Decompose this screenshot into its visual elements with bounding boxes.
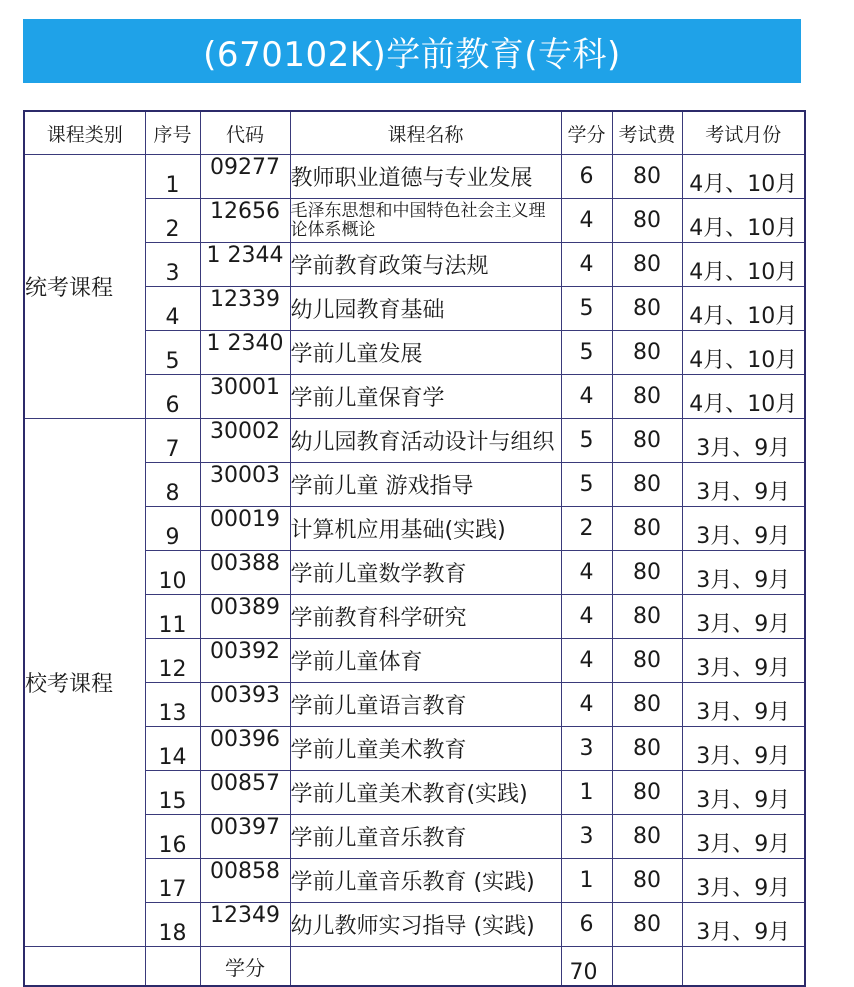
row-course-name: 学前儿童音乐教育 bbox=[290, 815, 561, 859]
row-course-name: 教师职业道德与专业发展 bbox=[290, 155, 561, 199]
row-exam-month: 3月、9月 bbox=[682, 595, 805, 639]
row-code: 1 2344 bbox=[200, 243, 290, 287]
row-seq: 6 bbox=[145, 375, 200, 419]
row-credit: 3 bbox=[561, 815, 612, 859]
row-course-name: 学前儿童音乐教育 (实践) bbox=[290, 859, 561, 903]
row-course-name: 学前教育科学研究 bbox=[290, 595, 561, 639]
title-banner bbox=[23, 19, 801, 83]
row-credit: 5 bbox=[561, 419, 612, 463]
header-category: 课程类别 bbox=[24, 111, 145, 155]
total-credit: 70 bbox=[561, 947, 612, 987]
row-credit: 1 bbox=[561, 859, 612, 903]
row-credit: 4 bbox=[561, 551, 612, 595]
row-code: 1 2340 bbox=[200, 331, 290, 375]
row-seq: 10 bbox=[145, 551, 200, 595]
row-exam-fee: 80 bbox=[612, 375, 682, 419]
row-exam-month: 3月、9月 bbox=[682, 903, 805, 947]
row-code: 00019 bbox=[200, 507, 290, 551]
row-code: 12656 bbox=[200, 199, 290, 243]
category-school-exam: 校考课程 bbox=[24, 419, 145, 947]
row-credit: 5 bbox=[561, 287, 612, 331]
row-code: 00857 bbox=[200, 771, 290, 815]
row-exam-month: 3月、9月 bbox=[682, 419, 805, 463]
row-exam-fee: 80 bbox=[612, 331, 682, 375]
row-code: 00388 bbox=[200, 551, 290, 595]
row-credit: 4 bbox=[561, 243, 612, 287]
row-credit: 4 bbox=[561, 199, 612, 243]
row-exam-month: 3月、9月 bbox=[682, 507, 805, 551]
row-exam-month: 3月、9月 bbox=[682, 463, 805, 507]
row-course-name: 学前教育政策与法规 bbox=[290, 243, 561, 287]
row-course-name: 幼儿园教育基础 bbox=[290, 287, 561, 331]
row-exam-month: 4月、10月 bbox=[682, 155, 805, 199]
total-label: 学分 bbox=[200, 947, 290, 987]
row-course-name: 学前儿童语言教育 bbox=[290, 683, 561, 727]
row-course-name: 学前儿童体育 bbox=[290, 639, 561, 683]
row-seq: 17 bbox=[145, 859, 200, 903]
row-exam-fee: 80 bbox=[612, 287, 682, 331]
table-row bbox=[24, 419, 805, 463]
row-credit: 5 bbox=[561, 331, 612, 375]
page-title: (670102K)学前教育(专科) bbox=[203, 34, 621, 75]
header-month: 考试月份 bbox=[682, 111, 805, 155]
row-seq: 2 bbox=[145, 199, 200, 243]
row-code: 09277 bbox=[200, 155, 290, 199]
course-table bbox=[23, 110, 806, 987]
row-credit: 4 bbox=[561, 375, 612, 419]
row-exam-month: 3月、9月 bbox=[682, 815, 805, 859]
row-code: 30002 bbox=[200, 419, 290, 463]
row-exam-month: 4月、10月 bbox=[682, 243, 805, 287]
row-course-name: 学前儿童美术教育 bbox=[290, 727, 561, 771]
row-seq: 7 bbox=[145, 419, 200, 463]
total-empty-cell bbox=[682, 947, 805, 987]
row-course-name: 幼儿教师实习指导 (实践) bbox=[290, 903, 561, 947]
row-exam-fee: 80 bbox=[612, 903, 682, 947]
row-course-name: 计算机应用基础(实践) bbox=[290, 507, 561, 551]
total-row bbox=[24, 947, 805, 987]
row-exam-fee: 80 bbox=[612, 155, 682, 199]
row-exam-month: 3月、9月 bbox=[682, 859, 805, 903]
total-empty-cell bbox=[24, 947, 145, 987]
row-seq: 12 bbox=[145, 639, 200, 683]
row-seq: 5 bbox=[145, 331, 200, 375]
row-code: 00396 bbox=[200, 727, 290, 771]
row-course-name: 学前儿童发展 bbox=[290, 331, 561, 375]
row-exam-fee: 80 bbox=[612, 243, 682, 287]
row-exam-month: 4月、10月 bbox=[682, 375, 805, 419]
row-course-name: 幼儿园教育活动设计与组织 bbox=[290, 419, 561, 463]
total-empty-cell bbox=[612, 947, 682, 987]
row-exam-fee: 80 bbox=[612, 595, 682, 639]
row-seq: 18 bbox=[145, 903, 200, 947]
row-exam-fee: 80 bbox=[612, 683, 682, 727]
row-seq: 3 bbox=[145, 243, 200, 287]
row-exam-month: 4月、10月 bbox=[682, 331, 805, 375]
row-exam-month: 3月、9月 bbox=[682, 771, 805, 815]
row-seq: 14 bbox=[145, 727, 200, 771]
row-exam-month: 4月、10月 bbox=[682, 199, 805, 243]
row-credit: 6 bbox=[561, 155, 612, 199]
row-code: 00392 bbox=[200, 639, 290, 683]
row-credit: 4 bbox=[561, 683, 612, 727]
row-seq: 8 bbox=[145, 463, 200, 507]
row-exam-month: 3月、9月 bbox=[682, 639, 805, 683]
total-empty-cell bbox=[290, 947, 561, 987]
row-course-name: 学前儿童保育学 bbox=[290, 375, 561, 419]
row-credit: 2 bbox=[561, 507, 612, 551]
row-exam-month: 4月、10月 bbox=[682, 287, 805, 331]
row-seq: 11 bbox=[145, 595, 200, 639]
row-code: 00389 bbox=[200, 595, 290, 639]
row-exam-fee: 80 bbox=[612, 551, 682, 595]
row-exam-fee: 80 bbox=[612, 771, 682, 815]
total-empty-cell bbox=[145, 947, 200, 987]
row-exam-fee: 80 bbox=[612, 463, 682, 507]
row-exam-month: 3月、9月 bbox=[682, 727, 805, 771]
row-exam-month: 3月、9月 bbox=[682, 683, 805, 727]
row-credit: 5 bbox=[561, 463, 612, 507]
row-course-name: 毛泽东思想和中国特色社会主义理论体系概论 bbox=[290, 199, 561, 243]
row-credit: 6 bbox=[561, 903, 612, 947]
category-unified-exam: 统考课程 bbox=[24, 155, 145, 419]
row-seq: 16 bbox=[145, 815, 200, 859]
row-code: 00858 bbox=[200, 859, 290, 903]
row-code: 30003 bbox=[200, 463, 290, 507]
row-seq: 13 bbox=[145, 683, 200, 727]
row-credit: 4 bbox=[561, 639, 612, 683]
row-exam-fee: 80 bbox=[612, 199, 682, 243]
row-code: 30001 bbox=[200, 375, 290, 419]
header-seq: 序号 bbox=[145, 111, 200, 155]
header-fee: 考试费 bbox=[612, 111, 682, 155]
row-credit: 4 bbox=[561, 595, 612, 639]
row-credit: 3 bbox=[561, 727, 612, 771]
header-code: 代码 bbox=[200, 111, 290, 155]
row-exam-fee: 80 bbox=[612, 419, 682, 463]
row-code: 00397 bbox=[200, 815, 290, 859]
row-seq: 9 bbox=[145, 507, 200, 551]
row-code: 12349 bbox=[200, 903, 290, 947]
row-code: 00393 bbox=[200, 683, 290, 727]
row-code: 12339 bbox=[200, 287, 290, 331]
header-name: 课程名称 bbox=[290, 111, 561, 155]
row-seq: 1 bbox=[145, 155, 200, 199]
row-exam-fee: 80 bbox=[612, 507, 682, 551]
row-course-name: 学前儿童数学教育 bbox=[290, 551, 561, 595]
row-credit: 1 bbox=[561, 771, 612, 815]
row-exam-fee: 80 bbox=[612, 639, 682, 683]
row-course-name: 学前儿童 游戏指导 bbox=[290, 463, 561, 507]
row-seq: 15 bbox=[145, 771, 200, 815]
table-row bbox=[24, 155, 805, 199]
row-seq: 4 bbox=[145, 287, 200, 331]
row-exam-fee: 80 bbox=[612, 859, 682, 903]
row-exam-month: 3月、9月 bbox=[682, 551, 805, 595]
table-header-row bbox=[24, 111, 805, 155]
row-exam-fee: 80 bbox=[612, 815, 682, 859]
row-course-name: 学前儿童美术教育(实践) bbox=[290, 771, 561, 815]
header-credit: 学分 bbox=[561, 111, 612, 155]
row-exam-fee: 80 bbox=[612, 727, 682, 771]
